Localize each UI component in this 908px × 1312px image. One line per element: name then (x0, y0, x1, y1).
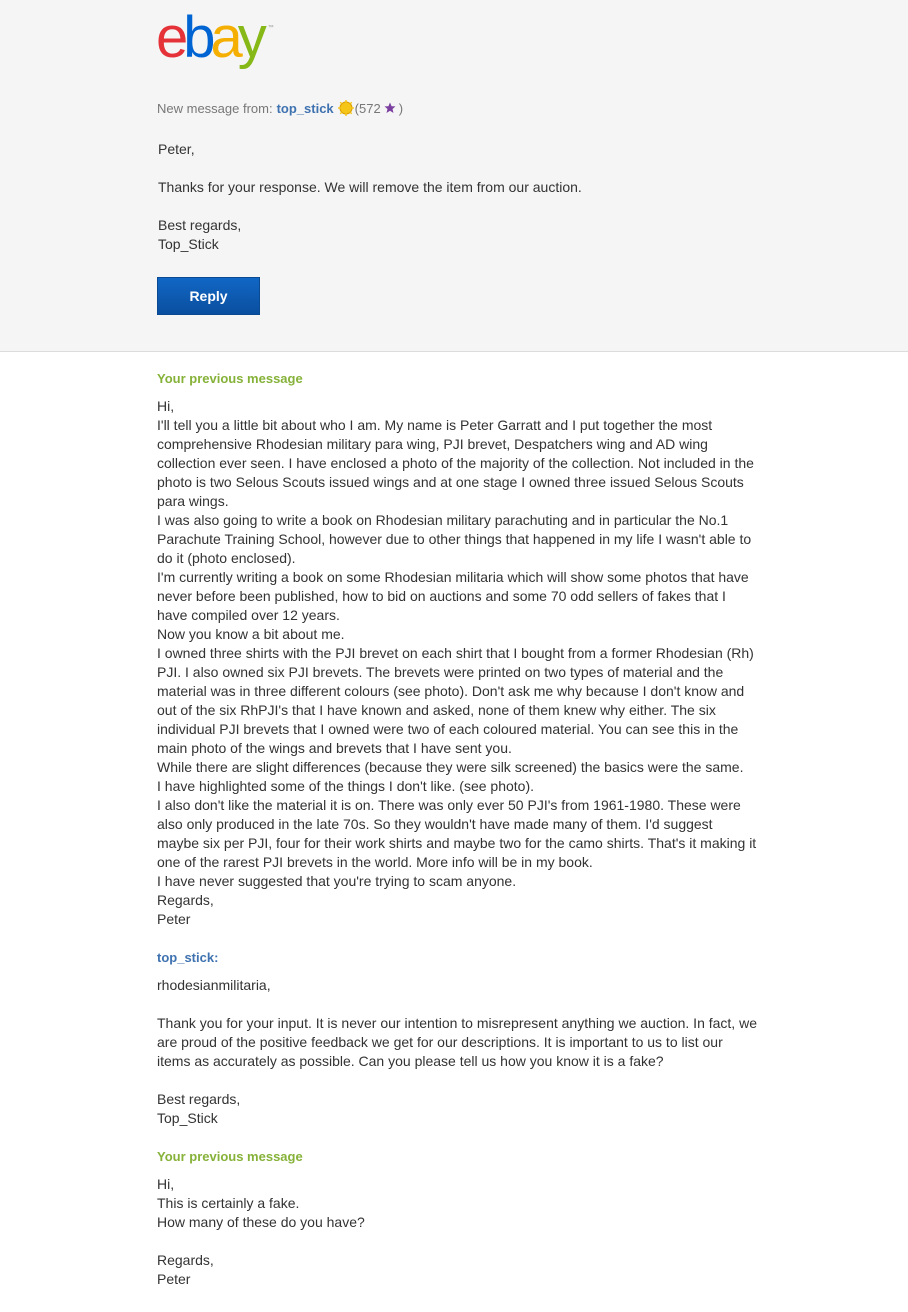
message-line: Hi, (157, 1176, 175, 1192)
feedback-score[interactable]: (572 (354, 100, 381, 116)
history-message-3 (157, 1149, 762, 1289)
current-message (158, 140, 582, 254)
sender-username-link[interactable]: top_stick (276, 100, 334, 116)
message-line: Hi, (157, 398, 175, 414)
message-line: I was also going to write a book on Rhodesian military parachuting and in particular the No.1 (157, 512, 729, 528)
history-message-body (157, 397, 762, 929)
message-line: Thank you for your input. It is never our intention to misrepresent anything we auction. In fact, we (157, 1015, 757, 1031)
ebay-logo[interactable] (156, 5, 274, 70)
message-line: Regards, (157, 892, 214, 908)
message-line: I have never suggested that you're trying to scam anyone. (157, 873, 517, 889)
message-line: Now you know a bit about me. (157, 626, 345, 642)
logo-letter-b: b (183, 5, 211, 70)
message-line: I'm currently writing a book on some Rhodesian militaria which will show some photos that have (157, 569, 749, 585)
logo-letter-a: a (210, 5, 238, 70)
message-line: are proud of the positive feedback we get for our descriptions. It is important to us to list our (157, 1034, 723, 1050)
history-message-2 (157, 950, 762, 1128)
trademark-symbol: ™ (267, 25, 274, 31)
message-signoff: Best regards, (158, 217, 242, 233)
message-line: photo is two Selous Scouts issued wings and at one stage I owned three issued Selous Scouts (157, 474, 744, 490)
message-line: para wings. (157, 493, 229, 509)
message-history (157, 371, 762, 1289)
sender-line (157, 100, 403, 116)
seller-badge-icon (338, 100, 354, 116)
message-line: Peter (157, 1271, 191, 1287)
message-line: material was in three different colours (see photo). Don't ask me why because I don't know and (157, 683, 745, 699)
message-greeting: Peter, (158, 141, 195, 157)
message-line: While there are slight differences (because they were silk screened) the basics were the same. (157, 759, 744, 775)
message-line: This is certainly a fake. (157, 1195, 300, 1211)
message-line: out of the six RhPJI's that I have known and asked, none of them knew why either. The six (157, 702, 716, 718)
message-line: How many of these do you have? (157, 1214, 365, 1230)
message-line (157, 1071, 762, 1090)
message-line (157, 995, 762, 1014)
logo-letter-y: y (237, 5, 262, 70)
message-line: one of the rarest PJI brevets in the world. More info will be in my book. (157, 854, 593, 870)
message-line: I owned three shirts with the PJI brevet on each shirt that I bought from a former Rhodesian (Rh) (157, 645, 754, 661)
message-line: main photo of the wings and brevets that I have sent you. (157, 740, 512, 756)
message-line: Top_Stick (157, 1110, 218, 1126)
message-line: also only produced in the late 70s. So they wouldn't have made many of them. I'd suggest (157, 816, 713, 832)
message-line: PJI. I also owned six PJI brevets. The brevets were printed on two types of material and the (157, 664, 724, 680)
message-line: I have highlighted some of the things I don't like. (see photo). (157, 778, 535, 794)
feedback-close: ) (398, 100, 404, 116)
sender-message-header: top_stick: (157, 950, 219, 965)
message-line: never before been published, how to bid on auctions and some 70 odd sellers of fakes that I (157, 588, 726, 604)
message-signature: Top_Stick (158, 236, 219, 252)
history-message-1 (157, 371, 762, 929)
message-line: Regards, (157, 1252, 214, 1268)
history-message-body (157, 976, 762, 1128)
from-label: New message from: (157, 100, 273, 116)
message-line: rhodesianmilitaria, (157, 977, 271, 993)
previous-message-header: Your previous message (157, 371, 303, 386)
message-line (157, 1232, 762, 1251)
message-line: Best regards, (157, 1091, 241, 1107)
message-line: have compiled over 12 years. (157, 607, 340, 623)
message-line: I also don't like the material it is on. There was only ever 50 PJI's from 1961-1980. These were (157, 797, 741, 813)
message-line: Peter (157, 911, 191, 927)
message-header-panel (0, 0, 908, 352)
message-line: individual PJI brevets that I owned were two of each coloured material. You can see this in the (157, 721, 739, 737)
message-line: do it (photo enclosed). (157, 550, 296, 566)
message-line: comprehensive Rhodesian military para wing, PJI brevet, Despatchers wing and AD wing (157, 436, 708, 452)
message-line: items as accurately as possible. Can you please tell us how you know it is a fake? (157, 1053, 664, 1069)
reply-button[interactable]: Reply (157, 277, 260, 315)
previous-message-header: Your previous message (157, 1149, 303, 1164)
message-line: I'll tell you a little bit about who I am. My name is Peter Garratt and I put together the most (157, 417, 713, 433)
message-line: collection ever seen. I have enclosed a photo of the majority of the collection. Not included in the (157, 455, 754, 471)
message-body: Thanks for your response. We will remove the item from our auction. (158, 179, 582, 195)
message-line: Parachute Training School, however due to other things that happened in my life I wasn't able to (157, 531, 752, 547)
logo-letter-e: e (156, 5, 184, 70)
message-line: maybe six per PJI, four for their work shirts and maybe two for the camo shirts. That's it making it (157, 835, 757, 851)
history-message-body (157, 1175, 762, 1289)
purple-star-icon (384, 102, 396, 114)
